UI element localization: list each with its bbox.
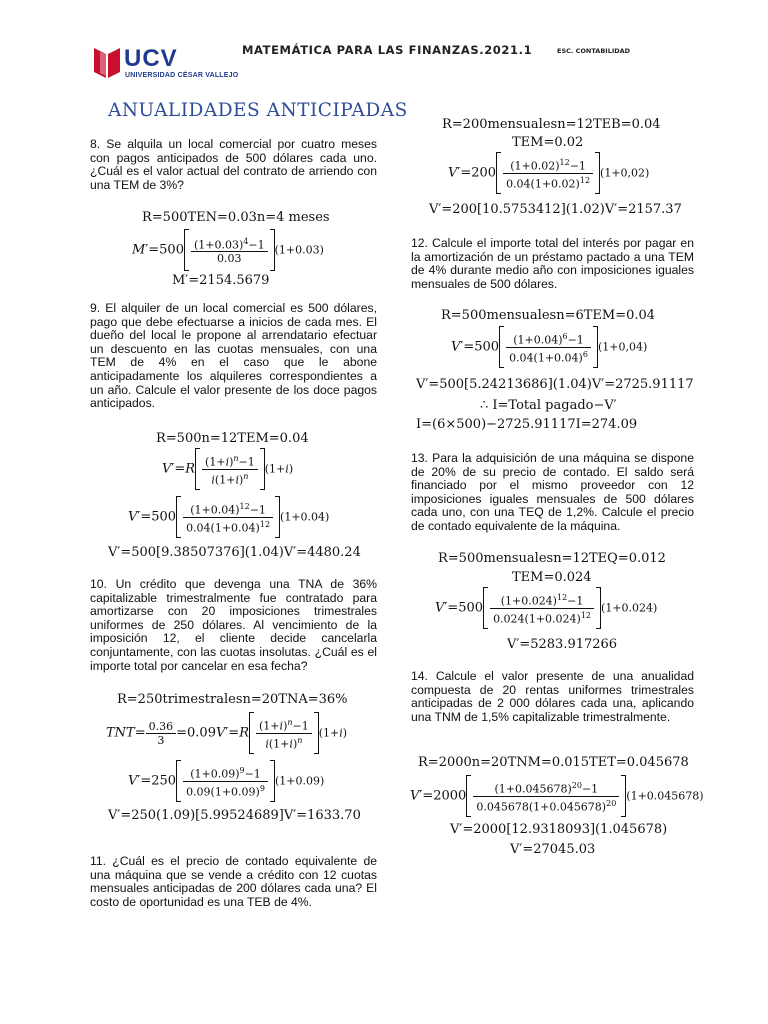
solution-13-result: V′=5283.917266 bbox=[507, 637, 618, 652]
solution-13-formula: V′=500 $\frac{(1+0.024)^{12}-1}{0.024(1+0.024)^{12}}$ (1+0.024) bbox=[435, 587, 657, 629]
solution-13-given: R=500mensualesn=12TEQ=0.012 bbox=[438, 551, 666, 566]
solution-9-result: V′=500[9.38507376](1.04)V′=4480.24 bbox=[108, 545, 361, 560]
solution-14-value: V′=2000[12.9318093](1.045678) bbox=[450, 822, 668, 837]
course-title: MATEMÁTICA PARA LAS FINANZAS.2021.1 bbox=[242, 43, 533, 57]
problem-14: 14. Calcule el valor presente de una anualidad compuesta de 20 rentas uniformes trimestrales anticipadas de 2 000 dólares cada una, aplicando una TNM de 1,5% capitalizable trimestralmente. bbox=[411, 669, 694, 724]
problem-11: 11. ¿Cuál es el precio de contado equivalente de una máquina que se vende a crédito con 12 cuotas mensuales anticipadas de 200 dólares cada una? El costo de oportunidad es una TEB de 4%. bbox=[90, 854, 377, 909]
solution-14-given: R=2000n=20TNM=0.015TET=0.045678 bbox=[418, 755, 689, 770]
solution-12-result: I=(6×500)−2725.91117I=274.09 bbox=[416, 417, 638, 432]
solution-11-result: V′=200[10.5753412](1.02)V′=2157.37 bbox=[429, 202, 682, 217]
solution-9-general-formula: V′=R $\frac{(1+i)^n-1}{i(1+i)^n}$ (1+i) bbox=[162, 448, 293, 490]
solution-12-interest-def: ∴ I=Total pagado−V′ bbox=[480, 398, 617, 413]
ucv-logo-mark-icon bbox=[92, 46, 122, 80]
solution-10-formula-2: V′=250 $\frac{(1+0.09)^9-1}{0.09(1+0.09)^9}$ (1+0.09) bbox=[128, 760, 324, 802]
solution-10-result: V′=250(1.09)[5.99524689]V′=1633.70 bbox=[108, 808, 361, 823]
solution-14-formula: V′=2000 $\frac{(1+0.045678)^{20}-1}{0.045678(1+0.045678)^{20}}$ (1+0.045678) bbox=[410, 775, 704, 817]
solution-11-given: R=200mensualesn=12TEB=0.04 bbox=[442, 117, 661, 132]
solution-8-formula: M′=500 $\frac{(1+0.03)^4-1}{0.03}$ (1+0.03) bbox=[132, 229, 324, 271]
solution-9-formula: V′=500 $\frac{(1+0.04)^{12}-1}{0.04(1+0.04)^{12}}$ (1+0.04) bbox=[128, 496, 329, 538]
solution-12-value: V′=500[5.24213686](1.04)V′=2725.91117 bbox=[416, 377, 694, 392]
solution-12-formula: V′=500 $\frac{(1+0.04)^6-1}{0.04(1+0.04)^6}$ (1+0,04) bbox=[451, 326, 647, 368]
problem-13: 13. Para la adquisición de una máquina se dispone de 20% de su precio de contado. El saldo será financiado por el mismo proveedor con 12 imposiciones iguales mensuales de 500 dólares cada uno, con una TEQ de 1,2%. Calcule el precio de contado equivalente de la máquina. bbox=[411, 451, 694, 533]
problem-8: 8. Se alquila un local comercial por cuatro meses con pagos anticipados de 500 dólares cada uno. ¿Cuál es el valor actual del contrato de arriendo con una TEM de 3%? bbox=[90, 137, 377, 192]
school-name: ESC. CONTABILIDAD bbox=[557, 47, 631, 55]
solution-11-formula: V′=200 $\frac{(1+0.02)^{12}-1}{0.04(1+0.02)^{12}}$ (1+0,02) bbox=[448, 152, 649, 194]
page-title: ANUALIDADES ANTICIPADAS bbox=[108, 100, 408, 121]
solution-13-tem: TEM=0.024 bbox=[512, 570, 592, 585]
solution-14-result: V′=27045.03 bbox=[510, 842, 596, 857]
ucv-logo bbox=[92, 46, 242, 82]
solution-12-given: R=500mensualesn=6TEM=0.04 bbox=[441, 308, 656, 323]
solution-10-formula-1: TNT= $\frac{0.36}{3}$ =0.09V′=R $\frac{(1+i)^n-1}{i(1+i)^n}$ (1+i) bbox=[106, 712, 347, 754]
logo-subtitle: UNIVERSIDAD CÉSAR VALLEJO bbox=[125, 72, 239, 79]
solution-8-given: R=500TEN=0.03n=4 meses bbox=[142, 210, 330, 225]
logo-text: UCV bbox=[124, 45, 178, 72]
solution-11-tem: TEM=0.02 bbox=[512, 135, 584, 150]
problem-9: 9. El alquiler de un local comercial es 500 dólares, pago que debe efectuarse a inicios de cada mes. El dueño del local le propone al arrendatario efectuar un descuento en las cuotas mensuales, con una TEM de 4% en el caso que le abone anticipadamente los alquileres correspondientes a un año. Calcule el valor presente de los doce pagos anticipados. bbox=[90, 301, 377, 411]
solution-9-given: R=500n=12TEM=0.04 bbox=[156, 431, 309, 446]
problem-10: 10. Un crédito que devenga una TNA de 36% capitalizable trimestralmente fue contratado para amortizarse con 20 imposiciones trimestrales uniformes de 250 dólares. Al vencimiento de la imposición 12, el cliente decide cancelarla conjuntamente, con las cuotas insolutas. ¿Cuál es el importe total por cancelar en esa fecha? bbox=[90, 577, 377, 673]
solution-10-given: R=250trimestralesn=20TNA=36% bbox=[117, 692, 348, 707]
problem-12: 12. Calcule el importe total del interés por pagar en la amortización de un préstamo pactado a una TEM de 4% durante medio año con imposiciones iguales mensuales de 500 dólares. bbox=[411, 236, 694, 291]
solution-8-result: M′=2154.5679 bbox=[172, 273, 270, 288]
